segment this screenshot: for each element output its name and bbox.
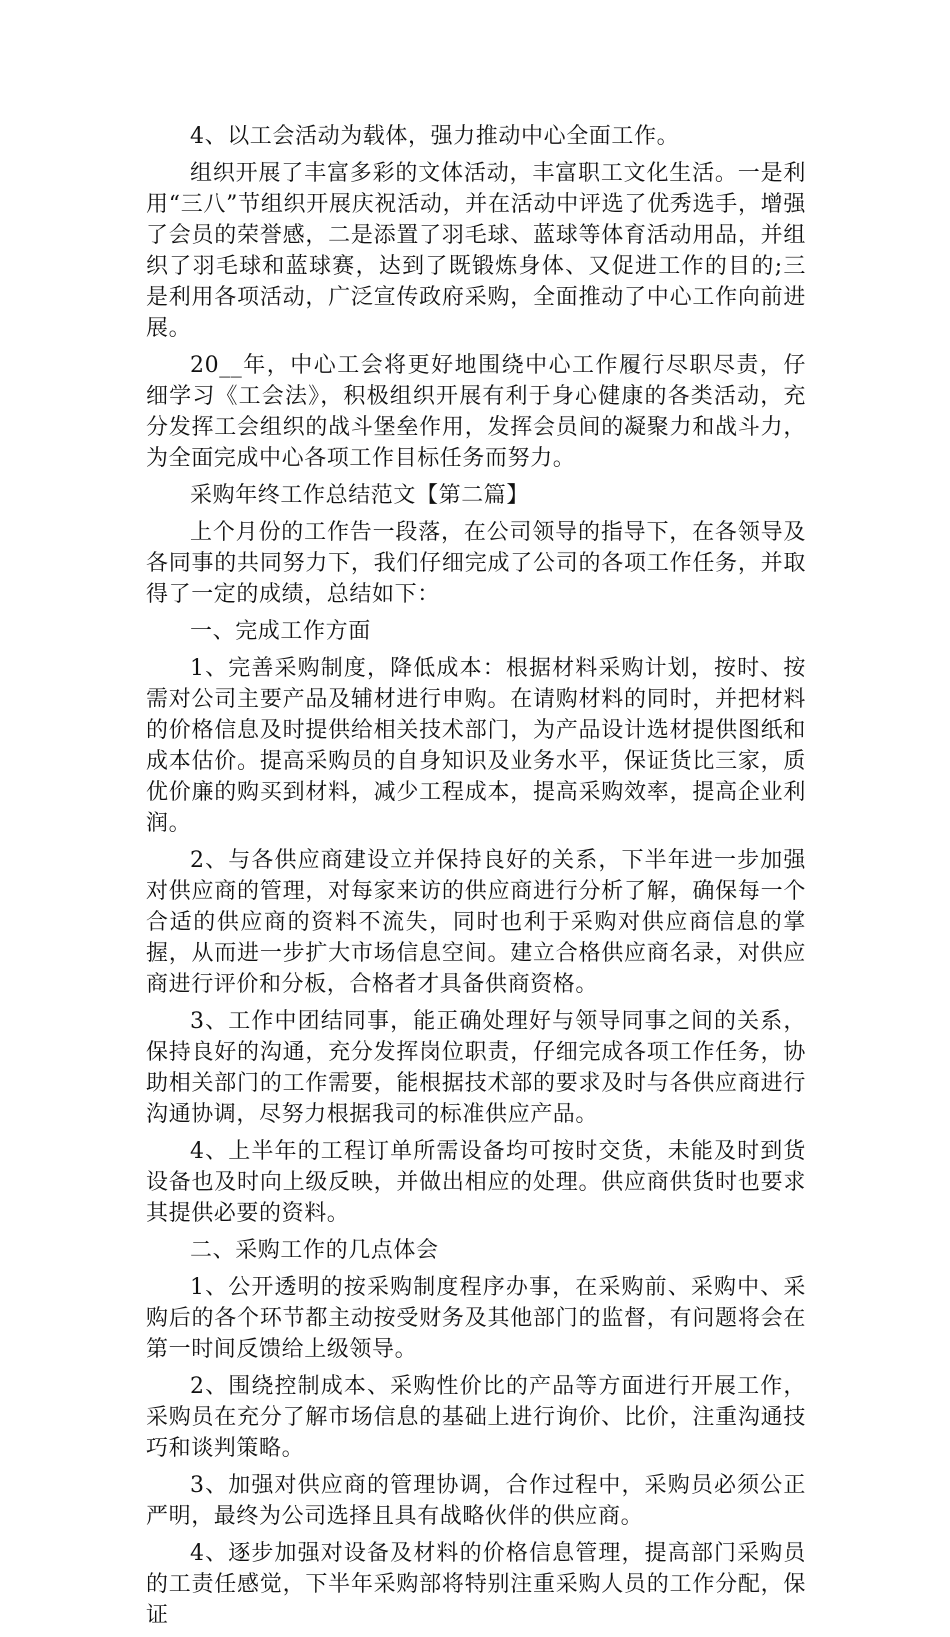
- article-title: 采购年终工作总结范文【第二篇】: [190, 483, 530, 508]
- paragraph-experience-2: 2、围绕控制成本、采购性价比的产品等方面进行开展工作，采购员在充分了解市场信息的基础上进行询价、比价，注重沟通技巧和谈判策略。: [146, 1374, 806, 1461]
- paragraph-section-4-heading: 4、以工会活动为载体，强力推动中心全面工作。: [190, 124, 680, 149]
- paragraph-experience-4: 4、逐步加强对设备及材料的价格信息管理，提高部门采购员的工责任感觉，下半年采购部将特别注重采购人员的工作分配，保证: [146, 1541, 806, 1628]
- paragraph-item-2: 2、与各供应商建设立并保持良好的关系，下半年进一步加强对供应商的管理，对每家来访的供应商进行分析了解，确保每一个合适的供应商的资料不流失，同时也利于采购对供应商信息的掌握，从而进一步扩大市场信息空间。建立合格供应商名录，对供应商进行评价和分板，合格者才具备供商资格。: [146, 848, 806, 997]
- heading-completed-work: 一、完成工作方面: [190, 619, 371, 644]
- paragraph-item-3: 3、工作中团结同事，能正确处理好与领导同事之间的关系，保持良好的沟通，充分发挥岗位职责，仔细完成各项工作任务，协助相关部门的工作需要，能根据技术部的要求及时与各供应商进行沟通协调，尽努力根据我司的标准供应产品。: [146, 1009, 806, 1127]
- document-body: [146, 121, 806, 1637]
- paragraph-intro: 上个月份的工作告一段落，在公司领导的指导下，在各领导及各同事的共同努力下，我们仔细完成了公司的各项工作任务，并取得了一定的成绩，总结如下：: [146, 520, 806, 607]
- paragraph-experience-3: 3、加强对供应商的管理协调，合作过程中，采购员必须公正严明，最终为公司选择且具有战略伙伴的供应商。: [146, 1473, 806, 1529]
- paragraph-activities: 组织开展了丰富多彩的文体活动，丰富职工文化生活。一是利用“三八”节组织开展庆祝活动，并在活动中评选了优秀选手，增强了会员的荣誉感，二是添置了羽毛球、蓝球等体育活动用品，并组织了羽毛球和蓝球赛，达到了既锻炼身体、又促进工作的目的;三是利用各项活动，广泛宣传政府采购，全面推动了中心工作向前进展。: [146, 161, 806, 341]
- heading-experience: 二、采购工作的几点体会: [190, 1238, 439, 1263]
- paragraph-union-plan: 20__年，中心工会将更好地围绕中心工作履行尽职尽责，仔细学习《工会法》，积极组织开展有利于身心健康的各类活动，充分发挥工会组织的战斗堡垒作用，发挥会员间的凝聚力和战斗力，为全面完成中心各项工作目标任务而努力。: [146, 353, 806, 471]
- paragraph-item-4: 4、上半年的工程订单所需设备均可按时交货，未能及时到货设备也及时向上级反映，并做出相应的处理。供应商供货时也要求其提供必要的资料。: [146, 1139, 806, 1226]
- paragraph-item-1: 1、完善采购制度，降低成本：根据材料采购计划，按时、按需对公司主要产品及辅材进行申购。在请购材料的同时，并把材料的价格信息及时提供给相关技术部门，为产品设计选材提供图纸和成本估价。提高采购员的自身知识及业务水平，保证货比三家，质优价廉的购买到材料，减少工程成本，提高采购效率，提高企业利润。: [146, 656, 806, 836]
- paragraph-experience-1: 1、公开透明的按采购制度程序办事，在采购前、采购中、采购后的各个环节都主动按受财务及其他部门的监督，有问题将会在第一时间反馈给上级领导。: [146, 1275, 806, 1362]
